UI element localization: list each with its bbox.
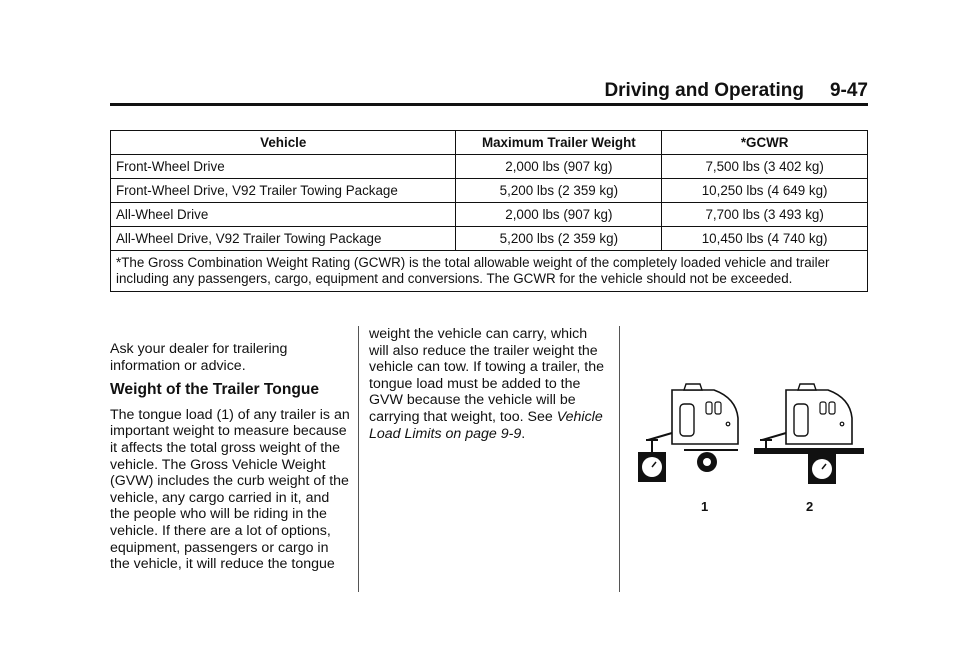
table-row bbox=[111, 203, 868, 227]
table-header-vehicle: Vehicle bbox=[111, 131, 456, 155]
table-cell-vehicle: All-Wheel Drive bbox=[111, 203, 456, 227]
section-subheading: Weight of the Trailer Tongue bbox=[110, 381, 320, 399]
table-cell-trailer-weight: 5,200 lbs (2 359 kg) bbox=[456, 227, 662, 251]
page-number: 9-47 bbox=[829, 80, 868, 101]
table-header-row bbox=[111, 131, 868, 155]
illustration-label-2: 2 bbox=[806, 499, 814, 514]
body-text-end: . bbox=[521, 425, 526, 442]
body-paragraph: The tongue load (1) of any trailer is an important weight to measure because it affects the total gross weight of the vehicle. The Gross Vehicle Weight (GVW) includes the curb weight of the vehicle, any cargo carried in it, and the people who will be riding in the vehicle. If there are a lot of options, equipment, passengers or cargo in the vehicle, it will reduce the tongue bbox=[110, 406, 350, 573]
body-text: weight the vehicle can carry, which will also reduce the trailer weight the vehicle can tow. If towing a trailer, the tongue load must be added to the GVW because the vehicle will be carrying that weight, too. See bbox=[369, 326, 605, 425]
section-title: Driving and Operating bbox=[604, 80, 804, 101]
table-cell-trailer-weight: 2,000 lbs (907 kg) bbox=[456, 155, 662, 179]
table-row bbox=[111, 179, 868, 203]
table-row bbox=[111, 227, 868, 251]
table-cell-gcwr: 7,700 lbs (3 493 kg) bbox=[662, 203, 868, 227]
page-header bbox=[110, 80, 868, 102]
trailer-on-wheel-scale bbox=[754, 384, 864, 484]
table-cell-trailer-weight: 5,200 lbs (2 359 kg) bbox=[456, 179, 662, 203]
illustration-label-1: 1 bbox=[701, 499, 709, 514]
table-footnote-row bbox=[111, 251, 868, 292]
table-cell-gcwr: 10,450 lbs (4 740 kg) bbox=[662, 227, 868, 251]
table-cell-vehicle: Front-Wheel Drive bbox=[111, 155, 456, 179]
cross-reference-link[interactable]: Vehicle Load Limits on page 9-9 bbox=[369, 408, 603, 442]
trailer-on-hitch-scale bbox=[638, 384, 738, 482]
table-cell-gcwr: 7,500 lbs (3 402 kg) bbox=[662, 155, 868, 179]
tongue-weight-illustration bbox=[628, 378, 868, 528]
table-footnote: *The Gross Combination Weight Rating (GCWR) is the total allowable weight of the completely loaded vehicle and trailer including any passengers, cargo, equipment and conversions. The GCWR for the vehicle should not be exceeded. bbox=[111, 251, 868, 292]
table-header-max-trailer-weight: Maximum Trailer Weight bbox=[456, 131, 662, 155]
table-cell-trailer-weight: 2,000 lbs (907 kg) bbox=[456, 203, 662, 227]
column-divider bbox=[619, 326, 620, 592]
table-cell-gcwr: 10,250 lbs (4 649 kg) bbox=[662, 179, 868, 203]
table-header-gcwr: *GCWR bbox=[662, 131, 868, 155]
trailer-weight-table bbox=[110, 130, 868, 292]
table-cell-vehicle: Front-Wheel Drive, V92 Trailer Towing Package bbox=[111, 179, 456, 203]
body-paragraph-continued bbox=[369, 326, 609, 442]
text-column-left bbox=[110, 341, 350, 573]
text-column-middle bbox=[369, 326, 609, 442]
table-row bbox=[111, 155, 868, 179]
column-divider bbox=[358, 326, 359, 592]
table-cell-vehicle: All-Wheel Drive, V92 Trailer Towing Package bbox=[111, 227, 456, 251]
header-rule bbox=[110, 103, 868, 106]
intro-paragraph: Ask your dealer for trailering information or advice. bbox=[110, 341, 288, 374]
